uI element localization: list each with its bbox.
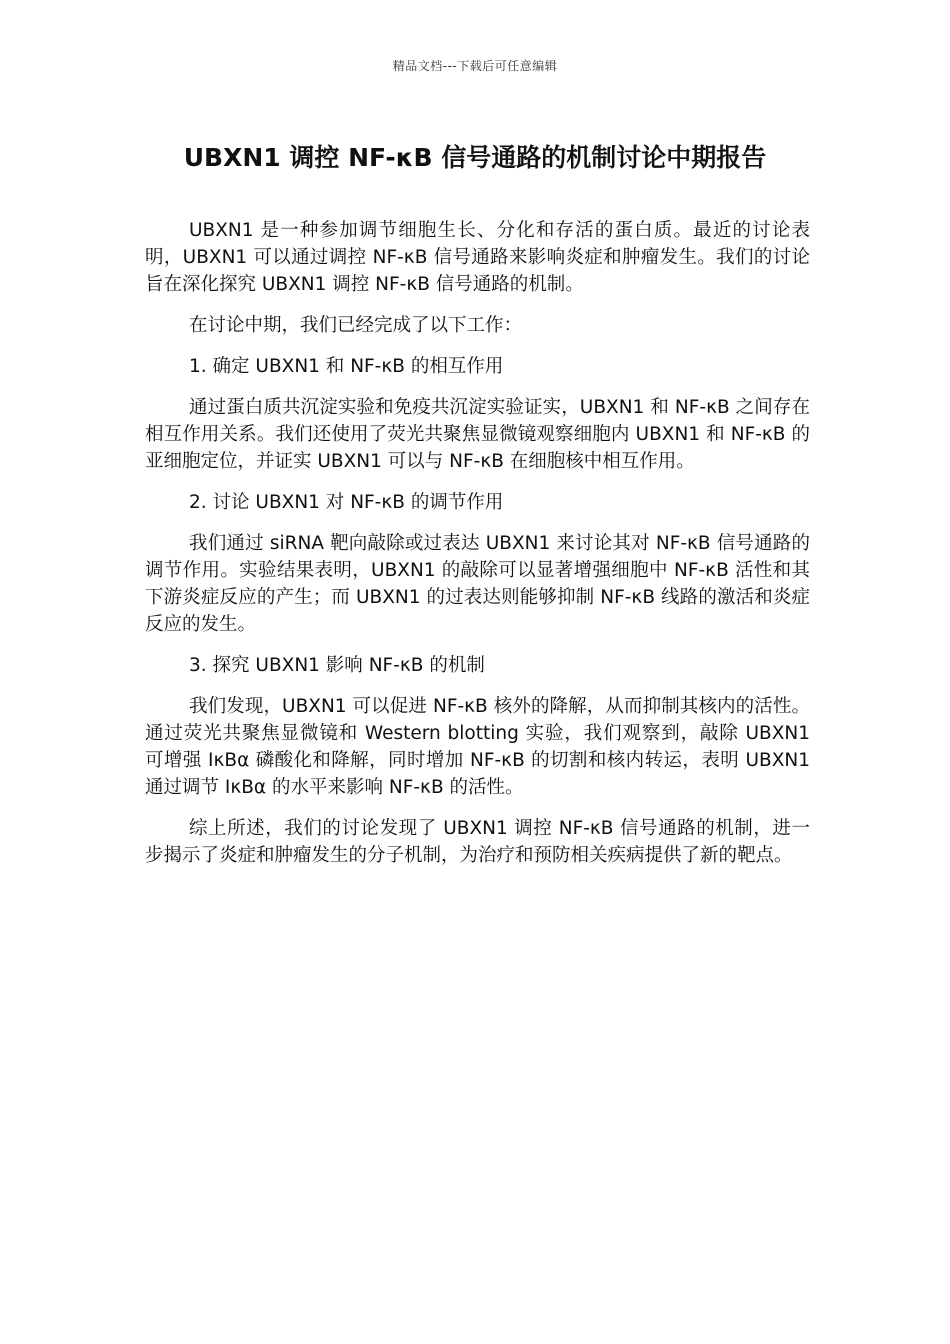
document-body (145, 217, 810, 883)
progress-intro-paragraph: 在讨论中期，我们已经完成了以下工作： (189, 315, 523, 336)
section-paragraph-3: 我们发现，UBXN1 可以促进 NF-κB 核外的降解，从而抑制其核内的活性。通过荧光共聚焦显微镜和 Western blotting 实验，我们观察到，敲除 UBXN1 可增强 IκBα 磷酸化和降解，同时增加 NF-κB 的切割和核内转运，表明 UBXN1 通过调节 IκBα 的水平来影响 NF-κB 的活性。 (145, 696, 810, 798)
section-heading-2: 2. 讨论 UBXN1 对 NF-κB 的调节作用 (189, 492, 504, 513)
conclusion-paragraph: 综上所述，我们的讨论发现了 UBXN1 调控 NF-κB 信号通路的机制，进一步揭示了炎症和肿瘤发生的分子机制，为治疗和预防相关疾病提供了新的靶点。 (145, 818, 810, 866)
intro-paragraph: UBXN1 是一种参加调节细胞生长、分化和存活的蛋白质。最近的讨论表明，UBXN1 可以通过调控 NF-κB 信号通路来影响炎症和肿瘤发生。我们的讨论旨在深化探究 UBXN1 调控 NF-κB 信号通路的机制。 (145, 220, 810, 295)
section-heading-3: 3. 探究 UBXN1 影响 NF-κB 的机制 (189, 655, 485, 676)
document-title: UBXN1 调控 NF-κB 信号通路的机制讨论中期报告 (183, 143, 767, 172)
section-paragraph-1: 通过蛋白质共沉淀实验和免疫共沉淀实验证实，UBXN1 和 NF-κB 之间存在相互作用关系。我们还使用了荧光共聚焦显微镜观察细胞内 UBXN1 和 NF-κB 的亚细胞定位，并证实 UBXN1 可以与 NF-κB 在细胞核中相互作用。 (145, 397, 810, 472)
section-paragraph-2: 我们通过 siRNA 靶向敲除或过表达 UBXN1 来讨论其对 NF-κB 信号通路的调节作用。实验结果表明，UBXN1 的敲除可以显著增强细胞中 NF-κB 活性和其下游炎症反应的产生；而 UBXN1 的过表达则能够抑制 NF-κB 线路的激活和炎症反应的发生。 (145, 533, 810, 635)
section-heading-1: 1. 确定 UBXN1 和 NF-κB 的相互作用 (189, 356, 504, 377)
header-note: 精品文档---下载后可任意编辑 (392, 59, 558, 73)
